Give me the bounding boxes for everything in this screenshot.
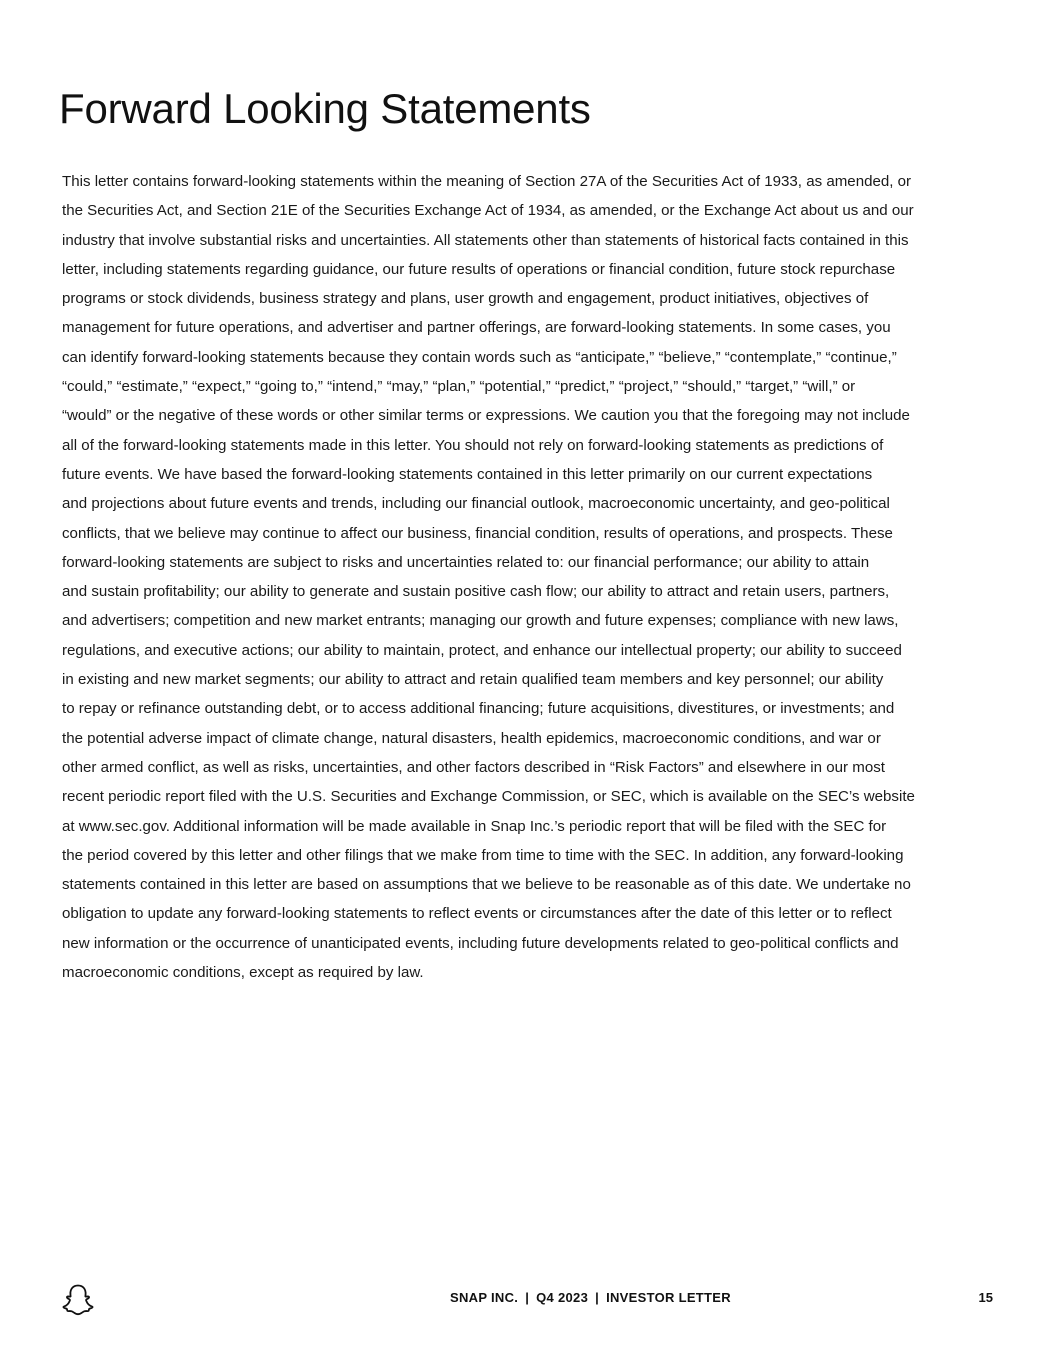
- paragraph-line: obligation to update any forward-looking statements to reflect events or circumstances after the date of this letter or to reflect: [62, 905, 892, 923]
- paragraph-line: other armed conflict, as well as risks, uncertainties, and other factors described in “Risk Factors” and elsewhere in our most: [62, 758, 885, 776]
- paragraph-line: recent periodic report filed with the U.S. Securities and Exchange Commission, or SEC, which is available on the SEC’s website: [62, 788, 915, 806]
- page-number: 15: [978, 1290, 993, 1305]
- paragraph-line: macroeconomic conditions, except as required by law.: [62, 964, 424, 982]
- paragraph-line: forward-looking statements are subject to risks and uncertainties related to: our financial performance; our ability to attain: [62, 553, 870, 571]
- snapchat-ghost-icon: [62, 1283, 94, 1317]
- paragraph-line: in existing and new market segments; our ability to attract and retain qualified team members and key personnel; our ability: [62, 671, 884, 689]
- paragraph-line: the period covered by this letter and other filings that we make from time to time with the SEC. In addition, any forward-looking: [62, 846, 904, 864]
- paragraph-line: “would” or the negative of these words or other similar terms or expressions. We caution you that the foregoing may not include: [62, 407, 910, 425]
- page-title: Forward Looking Statements: [59, 85, 591, 132]
- paragraph-line: industry that involve substantial risks and uncertainties. All statements other than statements of historical facts contained in this: [62, 231, 909, 249]
- paragraph-line: and projections about future events and trends, including our financial outlook, macroeconomic uncertainty, and geo-political: [62, 495, 890, 513]
- footer-company: SNAP INC.: [450, 1290, 519, 1305]
- footer-document: INVESTOR LETTER: [606, 1290, 731, 1305]
- footer-separator: |: [525, 1290, 530, 1305]
- paragraph-line: new information or the occurrence of unanticipated events, including future developments related to geo-political conflicts and: [62, 934, 899, 952]
- paragraph-line: programs or stock dividends, business strategy and plans, user growth and engagement, product initiatives, objectives of: [62, 290, 869, 308]
- paragraph-line: all of the forward-looking statements made in this letter. You should not rely on forward-looking statements as predictions of: [62, 436, 884, 454]
- paragraph-line: “could,” “estimate,” “expect,” “going to,” “intend,” “may,” “plan,” “potential,” “predict,” “project,” “should,” “target,” “will,” or: [62, 378, 856, 396]
- paragraph-line: at www.sec.gov. Additional information will be made available in Snap Inc.’s periodic report that will be filed with the SEC for: [62, 817, 887, 835]
- forward-looking-paragraph: [62, 167, 997, 987]
- footer-separator: |: [595, 1290, 600, 1305]
- paragraph-line: and sustain profitability; our ability to generate and sustain positive cash flow; our ability to attract and retain users, partners,: [62, 583, 890, 601]
- paragraph-line: letter, including statements regarding guidance, our future results of operations or financial condition, future stock repurchase: [62, 260, 896, 278]
- paragraph-line: This letter contains forward-looking statements within the meaning of Section 27A of the Securities Act of 1933, as amended, or: [62, 173, 912, 190]
- paragraph-line: and advertisers; competition and new market entrants; managing our growth and future expenses; compliance with new laws,: [62, 612, 899, 630]
- paragraph-line: the Securities Act, and Section 21E of the Securities Exchange Act of 1934, as amended, or the Exchange Act about us and our: [62, 202, 914, 220]
- paragraph-line: conflicts, that we believe may continue to affect our business, financial condition, results of operations, and prospects. These: [62, 524, 893, 542]
- footer-period: Q4 2023: [536, 1290, 589, 1305]
- paragraph-line: can identify forward-looking statements because they contain words such as “anticipate,” “believe,” “contemplate,” “continue,”: [62, 348, 897, 366]
- paragraph-line: future events. We have based the forward-looking statements contained in this letter primarily on our current expectations: [62, 465, 873, 483]
- paragraph-line: to repay or refinance outstanding debt, or to access additional financing; future acquisitions, divestitures, or investments; and: [62, 700, 895, 718]
- footer-label: [450, 1290, 731, 1305]
- paragraph-line: statements contained in this letter are based on assumptions that we believe to be reasonable as of this date. We undertake no: [62, 876, 911, 894]
- paragraph-line: the potential adverse impact of climate change, natural disasters, health epidemics, macroeconomic conditions, and war or: [62, 729, 881, 747]
- paragraph-line: management for future operations, and advertiser and partner offerings, are forward-looking statements. In some cases, you: [62, 319, 891, 337]
- paragraph-line: regulations, and executive actions; our ability to maintain, protect, and enhance our intellectual property; our ability to succeed: [62, 641, 902, 659]
